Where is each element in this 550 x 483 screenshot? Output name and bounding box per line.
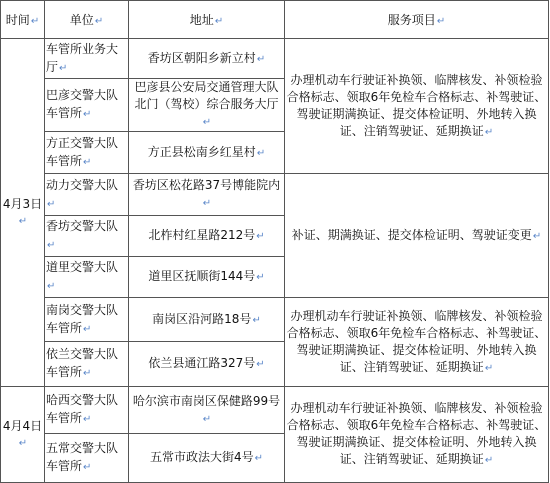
services-cell: 办理机动车行驶证补换领、临牌核发、补领检验合格标志、领取6年免检车合格标志、补驾驶证、驾驶证期满换证、提交体检证明、外地转入换证、注销驾驶证、延期换证↵: [285, 298, 549, 387]
header-time: 时间↵: [1, 1, 45, 39]
services-cell: 办理机动车行驶证补换领、临牌核发、补领检验合格标志、领取6年免检车合格标志、补驾驶证、驾驶证期满换证、提交体检证明、外地转入换证、注销驾驶证、延期换证↵: [285, 39, 549, 174]
header-address: 地址↵: [129, 1, 285, 39]
unit-cell: 哈西交警大队车管所↵: [45, 387, 129, 434]
address-cell: 哈尔滨市南岗区保健路99号↵: [129, 387, 285, 434]
table-row: [1, 174, 549, 216]
header-unit: 单位↵: [45, 1, 129, 39]
unit-cell: 方正交警大队车管所↵: [45, 132, 129, 174]
address-cell: 五常市政法大街4号↵: [129, 434, 285, 483]
address-cell: 香坊区朝阳乡新立村↵: [129, 39, 285, 79]
address-cell: 巴彦县公安局交通管理大队北门（驾校）综合服务大厅↵: [129, 79, 285, 132]
unit-cell: 动力交警大队↵: [45, 174, 129, 216]
address-cell: 南岗区沿河路18号↵: [129, 298, 285, 342]
header-row: [1, 1, 549, 39]
unit-cell: 南岗交警大队车管所↵: [45, 298, 129, 342]
header-services: 服务项目↵: [285, 1, 549, 39]
address-cell: 依兰县通江路327号↵: [129, 342, 285, 387]
unit-cell: 巴彦交警大队车管所↵: [45, 79, 129, 132]
table-row: [1, 298, 549, 342]
unit-cell: 香坊交警大队↵: [45, 216, 129, 257]
address-cell: 道里区抚顺街144号↵: [129, 257, 285, 298]
table-row: [1, 387, 549, 434]
table-row: [1, 39, 549, 79]
unit-cell: 依兰交警大队车管所↵: [45, 342, 129, 387]
services-cell: 补证、期满换证、提交体检证明、驾驶证变更↵: [285, 174, 549, 298]
unit-cell: 道里交警大队↵: [45, 257, 129, 298]
unit-cell: 车管所业务大厅↵: [45, 39, 129, 79]
date-cell: 4月4日↵: [1, 387, 45, 483]
address-cell: 北柞村红星路212号↵: [129, 216, 285, 257]
services-cell: 办理机动车行驶证补换领、临牌核发、补领检验合格标志、领取6年免检车合格标志、补驾驶证、驾驶证期满换证、提交体检证明、外地转入换证、注销驾驶证、延期换证↵: [285, 387, 549, 483]
address-cell: 方正县松南乡红星村↵: [129, 132, 285, 174]
address-cell: 香坊区松花路37号博能院内↵: [129, 174, 285, 216]
date-cell: 4月3日↵: [1, 39, 45, 387]
unit-cell: 五常交警大队车管所↵: [45, 434, 129, 483]
